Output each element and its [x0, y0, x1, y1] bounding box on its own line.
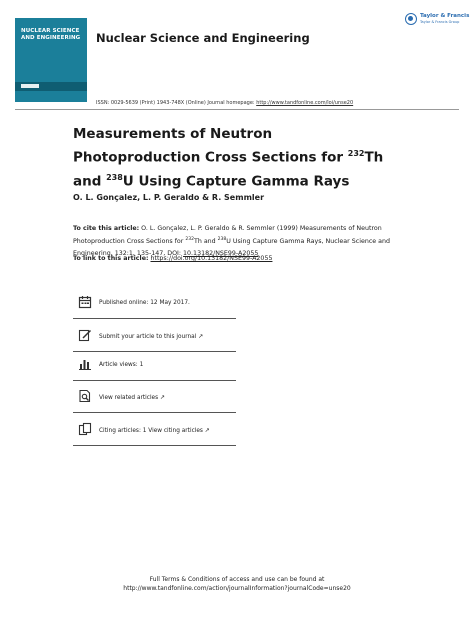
citing-articles-link[interactable]: Citing articles: 1 View citing articles ↗	[99, 427, 210, 434]
citation-label: To cite this article:	[73, 225, 140, 232]
article-views-row	[73, 353, 236, 381]
article-authors: O. L. Gonçalez, L. P. Geraldo & R. Semmler	[73, 193, 265, 202]
article-link-line	[73, 255, 272, 262]
submit-article-row[interactable]	[73, 324, 236, 352]
related-articles-row[interactable]	[73, 385, 236, 413]
journal-title: Nuclear Science and Engineering	[96, 31, 310, 45]
journal-homepage-link[interactable]: http://www.tandfonline.com/loi/unse20	[256, 100, 354, 106]
citing-documents-icon	[78, 422, 92, 436]
issn-line	[96, 100, 353, 106]
article-doi-link[interactable]: https://doi.org/10.13182/NSE99-A2055	[150, 255, 273, 262]
external-link-icon: ↗	[204, 427, 210, 434]
calendar-icon	[78, 295, 92, 309]
terms-text: Full Terms & Conditions of access and use can be found at	[149, 576, 325, 583]
publisher-logo-name: Taylor & Francis	[420, 13, 470, 19]
cover-title: NUCLEAR SCIENCE AND ENGINEERING	[21, 28, 81, 41]
citing-articles-row[interactable]	[73, 418, 236, 446]
cover-publisher-logo	[21, 84, 39, 88]
citation-doi-link[interactable]: 10.13182/NSE99-A2055	[183, 249, 259, 257]
link-label: To link to this article:	[73, 255, 149, 262]
journal-cover-thumbnail	[15, 18, 87, 102]
header-divider	[15, 109, 459, 110]
submit-pencil-icon	[78, 328, 92, 342]
related-articles-link[interactable]: View related articles ↗	[99, 394, 166, 401]
published-date: Published online: 12 May 2017.	[99, 300, 190, 306]
publisher-logo[interactable]	[405, 12, 470, 30]
citation-block: To cite this article: O. L. Gonçalez, L. P. Geraldo & R. Semmler (1999) Measurements of Neutron Photoproduction Cross Sections for $^{232}$Th and $^{238}$U Using Capture Gamma Rays, Nuclear Science and Engineering, 132:1, 135-147, DOI: 10.13182/NSE99-A2055	[73, 225, 391, 257]
publisher-logo-subtitle: Taylor & Francis Group	[420, 20, 460, 24]
published-row	[73, 291, 236, 319]
publisher-logo-icon	[405, 13, 417, 25]
terms-footer	[0, 575, 474, 593]
issn-text: ISSN: 0029-5639 (Print) 1943-748X (Online) Journal homepage:	[96, 100, 255, 106]
article-views-count: Article views: 1	[99, 362, 144, 368]
article-title: Measurements of Neutron Photoproduction Cross Sections for $^{232}$Th and $^{238}$U Using Capture Gamma Rays	[73, 126, 384, 189]
bar-chart-icon	[78, 357, 92, 371]
external-link-icon: ↗	[198, 333, 204, 340]
terms-link[interactable]: http://www.tandfonline.com/action/journalInformation?journalCode=unse20	[123, 585, 351, 592]
submit-article-link[interactable]: Submit your article to this journal ↗	[99, 333, 204, 340]
external-link-icon: ↗	[160, 394, 166, 401]
related-search-icon	[78, 389, 92, 403]
